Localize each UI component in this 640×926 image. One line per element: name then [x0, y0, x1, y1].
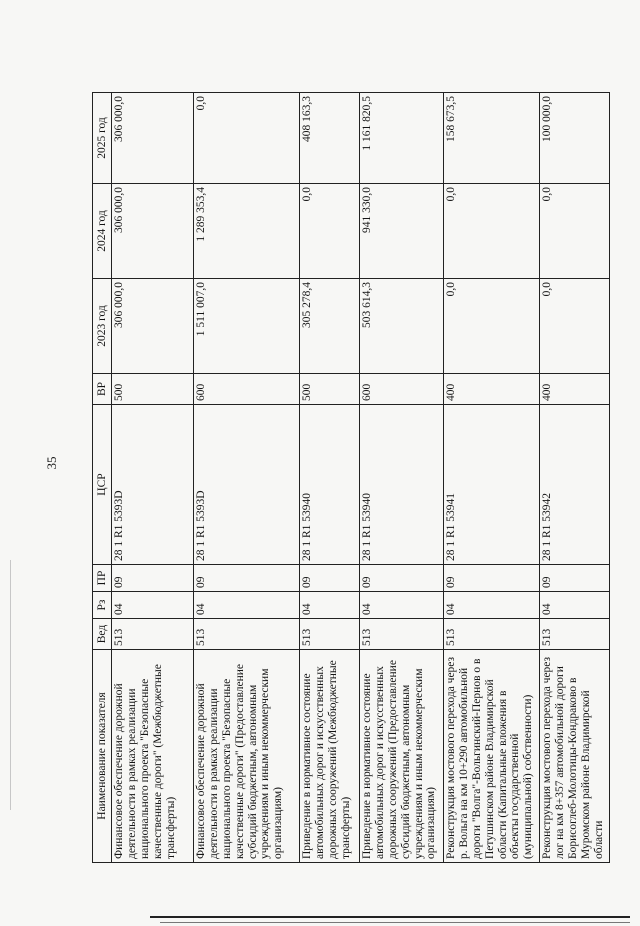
cell-2024: 941 330,0	[360, 184, 444, 279]
header-2024: 2024 год	[93, 184, 112, 279]
cell-name: Приведение в нормативное состояние автомобильных дорог и искусственных дорожных сооружений (Межбюджетные трансферты)	[300, 650, 360, 863]
cell-csr: 28 1 R1 53940	[300, 405, 360, 565]
header-rz: Рз	[93, 592, 112, 619]
cell-2025: 306 000,0	[112, 93, 194, 184]
cell-2023: 1 511 007,0	[194, 279, 300, 374]
cell-csr: 28 1 R1 5393D	[112, 405, 194, 565]
header-2025: 2025 год	[93, 93, 112, 184]
cell-pr: 09	[444, 565, 540, 592]
cell-2024: 0,0	[540, 184, 610, 279]
cell-rz: 04	[300, 592, 360, 619]
cell-ved: 513	[112, 619, 194, 650]
cell-pr: 09	[300, 565, 360, 592]
header-csr: ЦСР	[93, 405, 112, 565]
cell-2023: 305 278,4	[300, 279, 360, 374]
cell-2023: 306 000,0	[112, 279, 194, 374]
page-number: 35	[44, 456, 59, 470]
cell-2024: 306 000,0	[112, 184, 194, 279]
cell-2025: 158 673,5	[444, 93, 540, 184]
cell-2025: 0,0	[194, 93, 300, 184]
table-row	[540, 93, 610, 863]
cell-ved: 513	[444, 619, 540, 650]
table-row	[194, 93, 300, 863]
table-row	[112, 93, 194, 863]
cell-name: Финансовое обеспечение дорожной деятельности в рамках реализации национального проекта "Безопасные качественные дороги" (Предоставление субсидий бюджетным, автономным учреждениям и иным некоммерческим организациям)	[194, 650, 300, 863]
cell-rz: 04	[540, 592, 610, 619]
rotated-table-container	[92, 93, 607, 863]
cell-ved: 513	[194, 619, 300, 650]
cell-csr: 28 1 R1 53941	[444, 405, 540, 565]
cell-ved: 513	[360, 619, 444, 650]
cell-vr: 500	[112, 374, 194, 405]
cell-csr: 28 1 R1 5393D	[194, 405, 300, 565]
scan-edge-line	[150, 916, 630, 918]
cell-name: Реконструкция мостового перехода через лог на км 8+357 автомобильной дороги Борисоглеб-Молотицы-Кондраково в Муромском районе Владимирской области	[540, 650, 610, 863]
header-vr: ВР	[93, 374, 112, 405]
cell-rz: 04	[360, 592, 444, 619]
cell-pr: 09	[360, 565, 444, 592]
cell-vr: 400	[540, 374, 610, 405]
cell-2024: 1 289 353,4	[194, 184, 300, 279]
cell-vr: 500	[300, 374, 360, 405]
cell-2023: 0,0	[444, 279, 540, 374]
table-header-row	[93, 93, 112, 863]
header-2023: 2023 год	[93, 279, 112, 374]
cell-vr: 400	[444, 374, 540, 405]
budget-table	[92, 92, 610, 863]
table-row	[444, 93, 540, 863]
cell-rz: 04	[112, 592, 194, 619]
header-ved: Вед	[93, 619, 112, 650]
cell-csr: 28 1 R1 53940	[360, 405, 444, 565]
cell-2024: 0,0	[300, 184, 360, 279]
cell-vr: 600	[360, 374, 444, 405]
cell-2025: 1 161 820,5	[360, 93, 444, 184]
cell-ved: 513	[540, 619, 610, 650]
cell-name: Финансовое обеспечение дорожной деятельности в рамках реализации национального проекта "Безопасные качественные дороги" (Межбюджетные трансферты)	[112, 650, 194, 863]
cell-name: Реконструкция мостового перехода через р. Вольга на км 10+290 автомобильной дороги "Волга"-Вольгинский-Пернов о в Петушинском районе Владимирской области (Капитальные вложения в объекты государственной (муниципальной) собственности)	[444, 650, 540, 863]
cell-rz: 04	[444, 592, 540, 619]
cell-pr: 09	[112, 565, 194, 592]
cell-2023: 503 614,3	[360, 279, 444, 374]
table-row	[300, 93, 360, 863]
binder-mark	[10, 560, 11, 810]
cell-2024: 0,0	[444, 184, 540, 279]
header-name: Наименование показателя	[93, 650, 112, 863]
cell-2023: 0,0	[540, 279, 610, 374]
cell-2025: 408 163,3	[300, 93, 360, 184]
cell-ved: 513	[300, 619, 360, 650]
cell-rz: 04	[194, 592, 300, 619]
cell-pr: 09	[540, 565, 610, 592]
cell-2025: 100 000,0	[540, 93, 610, 184]
scan-edge-line-thin	[160, 922, 630, 923]
cell-vr: 600	[194, 374, 300, 405]
header-pr: ПР	[93, 565, 112, 592]
cell-name: Приведение в нормативное состояние автомобильных дорог и искусственных дорожных сооружений (Предоставление субсидий бюджетным, автономным учреждениям и иным некоммерческим организациям)	[360, 650, 444, 863]
cell-csr: 28 1 R1 53942	[540, 405, 610, 565]
cell-pr: 09	[194, 565, 300, 592]
table-row	[360, 93, 444, 863]
